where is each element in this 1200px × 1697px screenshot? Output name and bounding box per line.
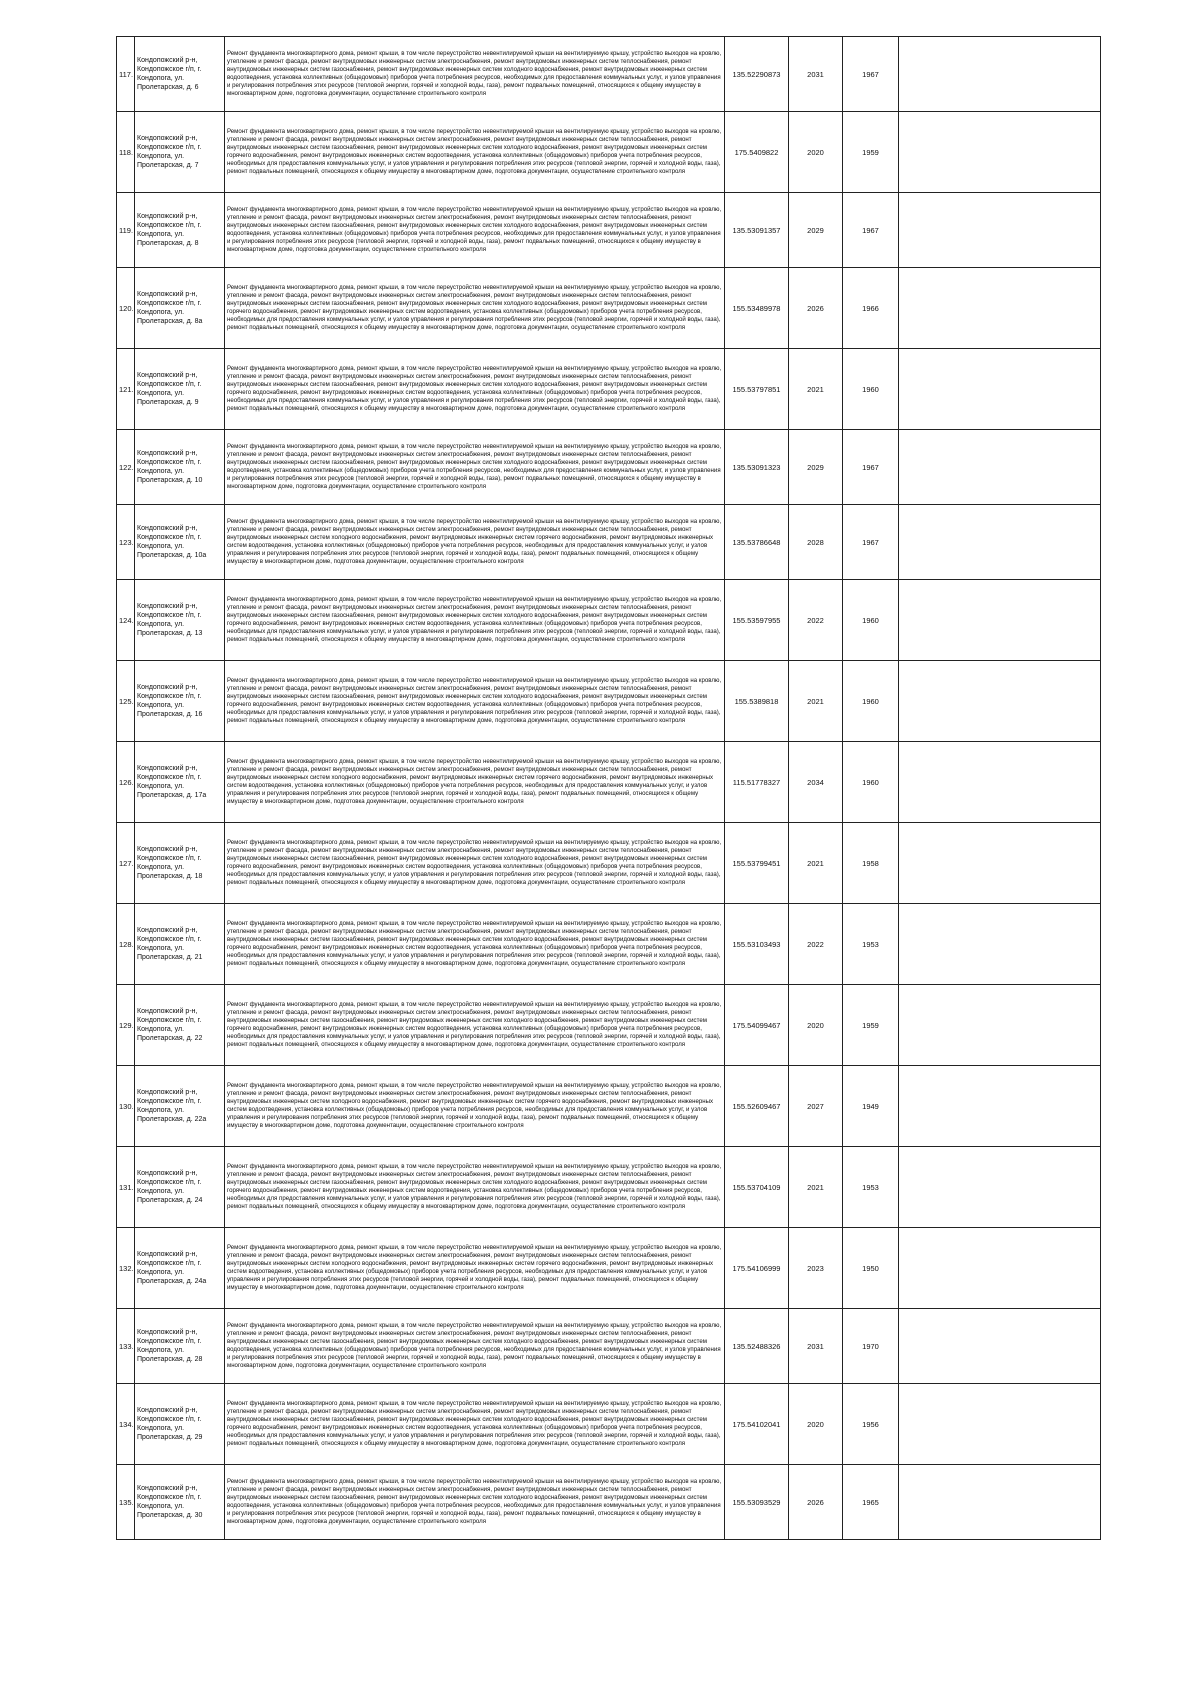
planned-year: 2021 bbox=[789, 349, 843, 430]
construction-year: 1950 bbox=[843, 1228, 899, 1309]
row-number: 122. bbox=[117, 430, 135, 505]
cost-per-sqm: 155.53799451 bbox=[725, 823, 789, 904]
house-address: Кондопожский р-н, Кондопожское г/п, г. Кондопога, ул. Пролетарская, д. 30 bbox=[135, 1465, 225, 1540]
construction-year: 1967 bbox=[843, 193, 899, 268]
house-address: Кондопожский р-н, Кондопожское г/п, г. Кондопога, ул. Пролетарская, д. 29 bbox=[135, 1384, 225, 1465]
row-number: 133. bbox=[117, 1309, 135, 1384]
empty-cell bbox=[899, 112, 1101, 193]
empty-cell bbox=[899, 1309, 1101, 1384]
empty-cell bbox=[899, 823, 1101, 904]
construction-year: 1960 bbox=[843, 742, 899, 823]
table-row bbox=[117, 1384, 1101, 1465]
house-address: Кондопожский р-н, Кондопожское г/п, г. Кондопога, ул. Пролетарская, д. 13 bbox=[135, 580, 225, 661]
construction-year: 1970 bbox=[843, 1309, 899, 1384]
planned-year: 2034 bbox=[789, 742, 843, 823]
repair-works-list: Ремонт фундамента многоквартирного дома, ремонт крыши, в том числе переустройство невентилируемой крыши на вентилируемую крышу, устройство выходов на кровлю, утепление и ремонт фасада, ремонт внутридомовых инженерных систем электроснабжения, ремонт внутридомовых инженерных систем теплоснабжения, ремонт внутридомовых инженерных систем газоснабжения, ремонт внутридомовых инженерных систем холодного водоснабжения, ремонт внутридомовых инженерных систем горячего водоснабжения, ремонт внутридомовых инженерных систем водоотведения, установка коллективных (общедомовых) приборов учета потребления ресурсов, необходимых для предоставления коммунальных услуг, и узлов управления и регулирования потребления этих ресурсов (тепловой энергии, горячей и холодной воды, газа), ремонт подвальных помещений, относящихся к общему имуществу в многоквартирном доме, подготовка документации, осуществление строительного контроля bbox=[225, 268, 725, 349]
table-row bbox=[117, 505, 1101, 580]
planned-year: 2021 bbox=[789, 823, 843, 904]
row-number: 128. bbox=[117, 904, 135, 985]
house-address: Кондопожский р-н, Кондопожское г/п, г. Кондопога, ул. Пролетарская, д. 6 bbox=[135, 37, 225, 112]
cost-per-sqm: 135.53091357 bbox=[725, 193, 789, 268]
row-number: 118. bbox=[117, 112, 135, 193]
row-number: 125. bbox=[117, 661, 135, 742]
empty-cell bbox=[899, 1147, 1101, 1228]
row-number: 134. bbox=[117, 1384, 135, 1465]
house-address: Кондопожский р-н, Кондопожское г/п, г. Кондопога, ул. Пролетарская, д. 22 bbox=[135, 985, 225, 1066]
construction-year: 1967 bbox=[843, 37, 899, 112]
cost-per-sqm: 135.52290873 bbox=[725, 37, 789, 112]
row-number: 120. bbox=[117, 268, 135, 349]
planned-year: 2029 bbox=[789, 193, 843, 268]
row-number: 131. bbox=[117, 1147, 135, 1228]
repair-works-list: Ремонт фундамента многоквартирного дома, ремонт крыши, в том числе переустройство невентилируемой крыши на вентилируемую крышу, устройство выходов на кровлю, утепление и ремонт фасада, ремонт внутридомовых инженерных систем электроснабжения, ремонт внутридомовых инженерных систем теплоснабжения, ремонт внутридомовых инженерных систем газоснабжения, ремонт внутридомовых инженерных систем холодного водоснабжения, ремонт внутридомовых инженерных систем горячего водоснабжения, ремонт внутридомовых инженерных систем водоотведения, установка коллективных (общедомовых) приборов учета потребления ресурсов, необходимых для предоставления коммунальных услуг, и узлов управления и регулирования потребления этих ресурсов (тепловой энергии, горячей и холодной воды, газа), ремонт подвальных помещений, относящихся к общему имуществу в многоквартирном доме, подготовка документации, осуществление строительного контроля bbox=[225, 349, 725, 430]
planned-year: 2020 bbox=[789, 1384, 843, 1465]
house-address: Кондопожский р-н, Кондопожское г/п, г. Кондопога, ул. Пролетарская, д. 8 bbox=[135, 193, 225, 268]
row-number: 126. bbox=[117, 742, 135, 823]
empty-cell bbox=[899, 1465, 1101, 1540]
table-row bbox=[117, 193, 1101, 268]
repair-works-list: Ремонт фундамента многоквартирного дома, ремонт крыши, в том числе переустройство невентилируемой крыши на вентилируемую крышу, устройство выходов на кровлю, утепление и ремонт фасада, ремонт внутридомовых инженерных систем электроснабжения, ремонт внутридомовых инженерных систем теплоснабжения, ремонт внутридомовых инженерных систем газоснабжения, ремонт внутридомовых инженерных систем холодного водоснабжения, ремонт внутридомовых инженерных систем горячего водоснабжения, ремонт внутридомовых инженерных систем водоотведения, установка коллективных (общедомовых) приборов учета потребления ресурсов, необходимых для предоставления коммунальных услуг, и узлов управления и регулирования потребления этих ресурсов (тепловой энергии, горячей и холодной воды, газа), ремонт подвальных помещений, относящихся к общему имуществу в многоквартирном доме, подготовка документации, осуществление строительного контроля bbox=[225, 985, 725, 1066]
house-address: Кондопожский р-н, Кондопожское г/п, г. Кондопога, ул. Пролетарская, д. 17а bbox=[135, 742, 225, 823]
house-address: Кондопожский р-н, Кондопожское г/п, г. Кондопога, ул. Пролетарская, д. 24 bbox=[135, 1147, 225, 1228]
row-number: 129. bbox=[117, 985, 135, 1066]
table-row bbox=[117, 430, 1101, 505]
planned-year: 2022 bbox=[789, 904, 843, 985]
repair-works-list: Ремонт фундамента многоквартирного дома, ремонт крыши, в том числе переустройство невентилируемой крыши на вентилируемую крышу, устройство выходов на кровлю, утепление и ремонт фасада, ремонт внутридомовых инженерных систем электроснабжения, ремонт внутридомовых инженерных систем теплоснабжения, ремонт внутридомовых инженерных систем холодного водоснабжения, ремонт внутридомовых инженерных систем горячего водоснабжения, ремонт внутридомовых инженерных систем водоотведения, установка коллективных (общедомовых) приборов учета потребления ресурсов, необходимых для предоставления коммунальных услуг, и узлов управления и регулирования потребления этих ресурсов (тепловой энергии, горячей и холодной воды, газа), ремонт подвальных помещений, относящихся к общему имуществу в многоквартирном доме, подготовка документации, осуществление строительного контроля bbox=[225, 1066, 725, 1147]
table-row bbox=[117, 742, 1101, 823]
house-address: Кондопожский р-н, Кондопожское г/п, г. Кондопога, ул. Пролетарская, д. 18 bbox=[135, 823, 225, 904]
construction-year: 1966 bbox=[843, 268, 899, 349]
empty-cell bbox=[899, 1066, 1101, 1147]
empty-cell bbox=[899, 742, 1101, 823]
cost-per-sqm: 115.51778327 bbox=[725, 742, 789, 823]
table-row bbox=[117, 823, 1101, 904]
table-row bbox=[117, 1228, 1101, 1309]
planned-year: 2020 bbox=[789, 112, 843, 193]
cost-per-sqm: 175.54099467 bbox=[725, 985, 789, 1066]
row-number: 124. bbox=[117, 580, 135, 661]
empty-cell bbox=[899, 505, 1101, 580]
cost-per-sqm: 155.53797851 bbox=[725, 349, 789, 430]
cost-per-sqm: 155.53704109 bbox=[725, 1147, 789, 1228]
capital-repair-table bbox=[116, 36, 1101, 1540]
table-row bbox=[117, 268, 1101, 349]
row-number: 130. bbox=[117, 1066, 135, 1147]
empty-cell bbox=[899, 1228, 1101, 1309]
cost-per-sqm: 155.5389818 bbox=[725, 661, 789, 742]
repair-works-list: Ремонт фундамента многоквартирного дома, ремонт крыши, в том числе переустройство невентилируемой крыши на вентилируемую крышу, устройство выходов на кровлю, утепление и ремонт фасада, ремонт внутридомовых инженерных систем электроснабжения, ремонт внутридомовых инженерных систем теплоснабжения, ремонт внутридомовых инженерных систем холодного водоснабжения, ремонт внутридомовых инженерных систем горячего водоснабжения, ремонт внутридомовых инженерных систем водоотведения, установка коллективных (общедомовых) приборов учета потребления ресурсов, необходимых для предоставления коммунальных услуг, и узлов управления и регулирования потребления этих ресурсов (тепловой энергии, горячей и холодной воды, газа), ремонт подвальных помещений, относящихся к общему имуществу в многоквартирном доме, подготовка документации, осуществление строительного контроля bbox=[225, 742, 725, 823]
house-address: Кондопожский р-н, Кондопожское г/п, г. Кондопога, ул. Пролетарская, д. 7 bbox=[135, 112, 225, 193]
repair-works-list: Ремонт фундамента многоквартирного дома, ремонт крыши, в том числе переустройство невентилируемой крыши на вентилируемую крышу, устройство выходов на кровлю, утепление и ремонт фасада, ремонт внутридомовых инженерных систем электроснабжения, ремонт внутридомовых инженерных систем теплоснабжения, ремонт внутридомовых инженерных систем газоснабжения, ремонт внутридомовых инженерных систем холодного водоснабжения, ремонт внутридомовых инженерных систем горячего водоснабжения, ремонт внутридомовых инженерных систем водоотведения, установка коллективных (общедомовых) приборов учета потребления ресурсов, необходимых для предоставления коммунальных услуг, и узлов управления и регулирования потребления этих ресурсов (тепловой энергии, горячей и холодной воды, газа), ремонт подвальных помещений, относящихся к общему имуществу в многоквартирном доме, подготовка документации, осуществление строительного контроля bbox=[225, 112, 725, 193]
empty-cell bbox=[899, 37, 1101, 112]
row-number: 127. bbox=[117, 823, 135, 904]
row-number: 119. bbox=[117, 193, 135, 268]
house-address: Кондопожский р-н, Кондопожское г/п, г. Кондопога, ул. Пролетарская, д. 16 bbox=[135, 661, 225, 742]
house-address: Кондопожский р-н, Кондопожское г/п, г. Кондопога, ул. Пролетарская, д. 10 bbox=[135, 430, 225, 505]
house-address: Кондопожский р-н, Кондопожское г/п, г. Кондопога, ул. Пролетарская, д. 28 bbox=[135, 1309, 225, 1384]
house-address: Кондопожский р-н, Кондопожское г/п, г. Кондопога, ул. Пролетарская, д. 8а bbox=[135, 268, 225, 349]
construction-year: 1959 bbox=[843, 112, 899, 193]
empty-cell bbox=[899, 193, 1101, 268]
empty-cell bbox=[899, 661, 1101, 742]
construction-year: 1960 bbox=[843, 580, 899, 661]
empty-cell bbox=[899, 349, 1101, 430]
construction-year: 1956 bbox=[843, 1384, 899, 1465]
table-row bbox=[117, 1309, 1101, 1384]
table-body bbox=[117, 37, 1101, 1540]
cost-per-sqm: 175.54106999 bbox=[725, 1228, 789, 1309]
planned-year: 2026 bbox=[789, 1465, 843, 1540]
row-number: 121. bbox=[117, 349, 135, 430]
cost-per-sqm: 155.53093529 bbox=[725, 1465, 789, 1540]
construction-year: 1953 bbox=[843, 904, 899, 985]
row-number: 123. bbox=[117, 505, 135, 580]
construction-year: 1967 bbox=[843, 505, 899, 580]
planned-year: 2021 bbox=[789, 1147, 843, 1228]
planned-year: 2023 bbox=[789, 1228, 843, 1309]
planned-year: 2031 bbox=[789, 37, 843, 112]
repair-works-list: Ремонт фундамента многоквартирного дома, ремонт крыши, в том числе переустройство невентилируемой крыши на вентилируемую крышу, устройство выходов на кровлю, утепление и ремонт фасада, ремонт внутридомовых инженерных систем электроснабжения, ремонт внутридомовых инженерных систем теплоснабжения, ремонт внутридомовых инженерных систем газоснабжения, ремонт внутридомовых инженерных систем холодного водоснабжения, ремонт внутридомовых инженерных систем горячего водоснабжения, ремонт внутридомовых инженерных систем водоотведения, установка коллективных (общедомовых) приборов учета потребления ресурсов, необходимых для предоставления коммунальных услуг, и узлов управления и регулирования потребления этих ресурсов (тепловой энергии, горячей и холодной воды, газа), ремонт подвальных помещений, относящихся к общему имуществу в многоквартирном доме, подготовка документации, осуществление строительного контроля bbox=[225, 580, 725, 661]
repair-works-list: Ремонт фундамента многоквартирного дома, ремонт крыши, в том числе переустройство невентилируемой крыши на вентилируемую крышу, устройство выходов на кровлю, утепление и ремонт фасада, ремонт внутридомовых инженерных систем электроснабжения, ремонт внутридомовых инженерных систем теплоснабжения, ремонт внутридомовых инженерных систем газоснабжения, ремонт внутридомовых инженерных систем холодного водоснабжения, ремонт внутридомовых инженерных систем горячего водоснабжения, ремонт внутридомовых инженерных систем водоотведения, установка коллективных (общедомовых) приборов учета потребления ресурсов, необходимых для предоставления коммунальных услуг, и узлов управления и регулирования потребления этих ресурсов (тепловой энергии, горячей и холодной воды, газа), ремонт подвальных помещений, относящихся к общему имуществу в многоквартирном доме, подготовка документации, осуществление строительного контроля bbox=[225, 661, 725, 742]
repair-works-list: Ремонт фундамента многоквартирного дома, ремонт крыши, в том числе переустройство невентилируемой крыши на вентилируемую крышу, устройство выходов на кровлю, утепление и ремонт фасада, ремонт внутридомовых инженерных систем электроснабжения, ремонт внутридомовых инженерных систем теплоснабжения, ремонт внутридомовых инженерных систем газоснабжения, ремонт внутридомовых инженерных систем холодного водоснабжения, ремонт внутридомовых инженерных систем водоотведения, установка коллективных (общедомовых) приборов учета потребления ресурсов, необходимых для предоставления коммунальных услуг, и узлов управления и регулирования потребления этих ресурсов (тепловой энергии, горячей и холодной воды, газа), ремонт подвальных помещений, относящихся к общему имуществу в многоквартирном доме, подготовка документации, осуществление строительного контроля bbox=[225, 1465, 725, 1540]
repair-works-list: Ремонт фундамента многоквартирного дома, ремонт крыши, в том числе переустройство невентилируемой крыши на вентилируемую крышу, устройство выходов на кровлю, утепление и ремонт фасада, ремонт внутридомовых инженерных систем электроснабжения, ремонт внутридомовых инженерных систем теплоснабжения, ремонт внутридомовых инженерных систем газоснабжения, ремонт внутридомовых инженерных систем холодного водоснабжения, ремонт внутридомовых инженерных систем водоотведения, установка коллективных (общедомовых) приборов учета потребления ресурсов, необходимых для предоставления коммунальных услуг, и узлов управления и регулирования потребления этих ресурсов (тепловой энергии, горячей и холодной воды, газа), ремонт подвальных помещений, относящихся к общему имуществу в многоквартирном доме, подготовка документации, осуществление строительного контроля bbox=[225, 193, 725, 268]
repair-works-list: Ремонт фундамента многоквартирного дома, ремонт крыши, в том числе переустройство невентилируемой крыши на вентилируемую крышу, устройство выходов на кровлю, утепление и ремонт фасада, ремонт внутридомовых инженерных систем электроснабжения, ремонт внутридомовых инженерных систем теплоснабжения, ремонт внутридомовых инженерных систем газоснабжения, ремонт внутридомовых инженерных систем холодного водоснабжения, ремонт внутридомовых инженерных систем горячего водоснабжения, ремонт внутридомовых инженерных систем водоотведения, установка коллективных (общедомовых) приборов учета потребления ресурсов, необходимых для предоставления коммунальных услуг, и узлов управления и регулирования потребления этих ресурсов (тепловой энергии, горячей и холодной воды, газа), ремонт подвальных помещений, относящихся к общему имуществу в многоквартирном доме, подготовка документации, осуществление строительного контроля bbox=[225, 823, 725, 904]
cost-per-sqm: 135.53786648 bbox=[725, 505, 789, 580]
repair-works-list: Ремонт фундамента многоквартирного дома, ремонт крыши, в том числе переустройство невентилируемой крыши на вентилируемую крышу, устройство выходов на кровлю, утепление и ремонт фасада, ремонт внутридомовых инженерных систем электроснабжения, ремонт внутридомовых инженерных систем теплоснабжения, ремонт внутридомовых инженерных систем холодного водоснабжения, ремонт внутридомовых инженерных систем горячего водоснабжения, ремонт внутридомовых инженерных систем водоотведения, установка коллективных (общедомовых) приборов учета потребления ресурсов, необходимых для предоставления коммунальных услуг, и узлов управления и регулирования потребления этих ресурсов (тепловой энергии, горячей и холодной воды, газа), ремонт подвальных помещений, относящихся к общему имуществу в многоквартирном доме, подготовка документации, осуществление строительного контроля bbox=[225, 505, 725, 580]
planned-year: 2031 bbox=[789, 1309, 843, 1384]
repair-works-list: Ремонт фундамента многоквартирного дома, ремонт крыши, в том числе переустройство невентилируемой крыши на вентилируемую крышу, устройство выходов на кровлю, утепление и ремонт фасада, ремонт внутридомовых инженерных систем электроснабжения, ремонт внутридомовых инженерных систем теплоснабжения, ремонт внутридомовых инженерных систем газоснабжения, ремонт внутридомовых инженерных систем холодного водоснабжения, ремонт внутридомовых инженерных систем горячего водоснабжения, ремонт внутридомовых инженерных систем водоотведения, установка коллективных (общедомовых) приборов учета потребления ресурсов, необходимых для предоставления коммунальных услуг, и узлов управления и регулирования потребления этих ресурсов (тепловой энергии, горячей и холодной воды, газа), ремонт подвальных помещений, относящихся к общему имуществу в многоквартирном доме, подготовка документации, осуществление строительного контроля bbox=[225, 904, 725, 985]
empty-cell bbox=[899, 430, 1101, 505]
table-row bbox=[117, 112, 1101, 193]
row-number: 117. bbox=[117, 37, 135, 112]
empty-cell bbox=[899, 985, 1101, 1066]
empty-cell bbox=[899, 268, 1101, 349]
cost-per-sqm: 175.5409822 bbox=[725, 112, 789, 193]
repair-works-list: Ремонт фундамента многоквартирного дома, ремонт крыши, в том числе переустройство невентилируемой крыши на вентилируемую крышу, устройство выходов на кровлю, утепление и ремонт фасада, ремонт внутридомовых инженерных систем электроснабжения, ремонт внутридомовых инженерных систем теплоснабжения, ремонт внутридомовых инженерных систем газоснабжения, ремонт внутридомовых инженерных систем холодного водоснабжения, ремонт внутридомовых инженерных систем горячего водоснабжения, ремонт внутридомовых инженерных систем водоотведения, установка коллективных (общедомовых) приборов учета потребления ресурсов, необходимых для предоставления коммунальных услуг, и узлов управления и регулирования потребления этих ресурсов (тепловой энергии, горячей и холодной воды, газа), ремонт подвальных помещений, относящихся к общему имуществу в многоквартирном доме, подготовка документации, осуществление строительного контроля bbox=[225, 1147, 725, 1228]
construction-year: 1958 bbox=[843, 823, 899, 904]
construction-year: 1949 bbox=[843, 1066, 899, 1147]
planned-year: 2020 bbox=[789, 985, 843, 1066]
cost-per-sqm: 155.53597955 bbox=[725, 580, 789, 661]
cost-per-sqm: 155.53489978 bbox=[725, 268, 789, 349]
construction-year: 1965 bbox=[843, 1465, 899, 1540]
empty-cell bbox=[899, 580, 1101, 661]
repair-works-list: Ремонт фундамента многоквартирного дома, ремонт крыши, в том числе переустройство невентилируемой крыши на вентилируемую крышу, устройство выходов на кровлю, утепление и ремонт фасада, ремонт внутридомовых инженерных систем электроснабжения, ремонт внутридомовых инженерных систем теплоснабжения, ремонт внутридомовых инженерных систем газоснабжения, ремонт внутридомовых инженерных систем холодного водоснабжения, ремонт внутридомовых инженерных систем водоотведения, установка коллективных (общедомовых) приборов учета потребления ресурсов, необходимых для предоставления коммунальных услуг, и узлов управления и регулирования потребления этих ресурсов (тепловой энергии, горячей и холодной воды, газа), ремонт подвальных помещений, относящихся к общему имуществу в многоквартирном доме, подготовка документации, осуществление строительного контроля bbox=[225, 1309, 725, 1384]
table-row bbox=[117, 580, 1101, 661]
planned-year: 2028 bbox=[789, 505, 843, 580]
construction-year: 1959 bbox=[843, 985, 899, 1066]
planned-year: 2022 bbox=[789, 580, 843, 661]
cost-per-sqm: 155.53103493 bbox=[725, 904, 789, 985]
house-address: Кондопожский р-н, Кондопожское г/п, г. Кондопога, ул. Пролетарская, д. 9 bbox=[135, 349, 225, 430]
table-row bbox=[117, 1465, 1101, 1540]
row-number: 135. bbox=[117, 1465, 135, 1540]
planned-year: 2021 bbox=[789, 661, 843, 742]
cost-per-sqm: 135.52488326 bbox=[725, 1309, 789, 1384]
table-row bbox=[117, 37, 1101, 112]
construction-year: 1953 bbox=[843, 1147, 899, 1228]
repair-works-list: Ремонт фундамента многоквартирного дома, ремонт крыши, в том числе переустройство невентилируемой крыши на вентилируемую крышу, устройство выходов на кровлю, утепление и ремонт фасада, ремонт внутридомовых инженерных систем электроснабжения, ремонт внутридомовых инженерных систем теплоснабжения, ремонт внутридомовых инженерных систем газоснабжения, ремонт внутридомовых инженерных систем холодного водоснабжения, ремонт внутридомовых инженерных систем горячего водоснабжения, ремонт внутридомовых инженерных систем водоотведения, установка коллективных (общедомовых) приборов учета потребления ресурсов, необходимых для предоставления коммунальных услуг, и узлов управления и регулирования потребления этих ресурсов (тепловой энергии, горячей и холодной воды, газа), ремонт подвальных помещений, относящихся к общему имуществу в многоквартирном доме, подготовка документации, осуществление строительного контроля bbox=[225, 1384, 725, 1465]
table-row bbox=[117, 985, 1101, 1066]
table-row bbox=[117, 1066, 1101, 1147]
repair-works-list: Ремонт фундамента многоквартирного дома, ремонт крыши, в том числе переустройство невентилируемой крыши на вентилируемую крышу, устройство выходов на кровлю, утепление и ремонт фасада, ремонт внутридомовых инженерных систем электроснабжения, ремонт внутридомовых инженерных систем теплоснабжения, ремонт внутридомовых инженерных систем холодного водоснабжения, ремонт внутридомовых инженерных систем горячего водоснабжения, ремонт внутридомовых инженерных систем водоотведения, установка коллективных (общедомовых) приборов учета потребления ресурсов, необходимых для предоставления коммунальных услуг, и узлов управления и регулирования потребления этих ресурсов (тепловой энергии, горячей и холодной воды, газа), ремонт подвальных помещений, относящихся к общему имуществу в многоквартирном доме, подготовка документации, осуществление строительного контроля bbox=[225, 1228, 725, 1309]
planned-year: 2029 bbox=[789, 430, 843, 505]
cost-per-sqm: 155.52609467 bbox=[725, 1066, 789, 1147]
table-row bbox=[117, 349, 1101, 430]
row-number: 132. bbox=[117, 1228, 135, 1309]
construction-year: 1960 bbox=[843, 661, 899, 742]
house-address: Кондопожский р-н, Кондопожское г/п, г. Кондопога, ул. Пролетарская, д. 24а bbox=[135, 1228, 225, 1309]
house-address: Кондопожский р-н, Кондопожское г/п, г. Кондопога, ул. Пролетарская, д. 22а bbox=[135, 1066, 225, 1147]
table-row bbox=[117, 661, 1101, 742]
planned-year: 2026 bbox=[789, 268, 843, 349]
empty-cell bbox=[899, 1384, 1101, 1465]
repair-works-list: Ремонт фундамента многоквартирного дома, ремонт крыши, в том числе переустройство невентилируемой крыши на вентилируемую крышу, устройство выходов на кровлю, утепление и ремонт фасада, ремонт внутридомовых инженерных систем электроснабжения, ремонт внутридомовых инженерных систем теплоснабжения, ремонт внутридомовых инженерных систем газоснабжения, ремонт внутридомовых инженерных систем холодного водоснабжения, ремонт внутридомовых инженерных систем водоотведения, установка коллективных (общедомовых) приборов учета потребления ресурсов, необходимых для предоставления коммунальных услуг, и узлов управления и регулирования потребления этих ресурсов (тепловой энергии, горячей и холодной воды, газа), ремонт подвальных помещений, относящихся к общему имуществу в многоквартирном доме, подготовка документации, осуществление строительного контроля bbox=[225, 37, 725, 112]
construction-year: 1967 bbox=[843, 430, 899, 505]
table-row bbox=[117, 904, 1101, 985]
planned-year: 2027 bbox=[789, 1066, 843, 1147]
empty-cell bbox=[899, 904, 1101, 985]
cost-per-sqm: 135.53091323 bbox=[725, 430, 789, 505]
repair-works-list: Ремонт фундамента многоквартирного дома, ремонт крыши, в том числе переустройство невентилируемой крыши на вентилируемую крышу, устройство выходов на кровлю, утепление и ремонт фасада, ремонт внутридомовых инженерных систем электроснабжения, ремонт внутридомовых инженерных систем теплоснабжения, ремонт внутридомовых инженерных систем газоснабжения, ремонт внутридомовых инженерных систем холодного водоснабжения, ремонт внутридомовых инженерных систем водоотведения, установка коллективных (общедомовых) приборов учета потребления ресурсов, необходимых для предоставления коммунальных услуг, и узлов управления и регулирования потребления этих ресурсов (тепловой энергии, горячей и холодной воды, газа), ремонт подвальных помещений, относящихся к общему имуществу в многоквартирном доме, подготовка документации, осуществление строительного контроля bbox=[225, 430, 725, 505]
table-row bbox=[117, 1147, 1101, 1228]
house-address: Кондопожский р-н, Кондопожское г/п, г. Кондопога, ул. Пролетарская, д. 21 bbox=[135, 904, 225, 985]
construction-year: 1960 bbox=[843, 349, 899, 430]
cost-per-sqm: 175.54102041 bbox=[725, 1384, 789, 1465]
house-address: Кондопожский р-н, Кондопожское г/п, г. Кондопога, ул. Пролетарская, д. 10а bbox=[135, 505, 225, 580]
